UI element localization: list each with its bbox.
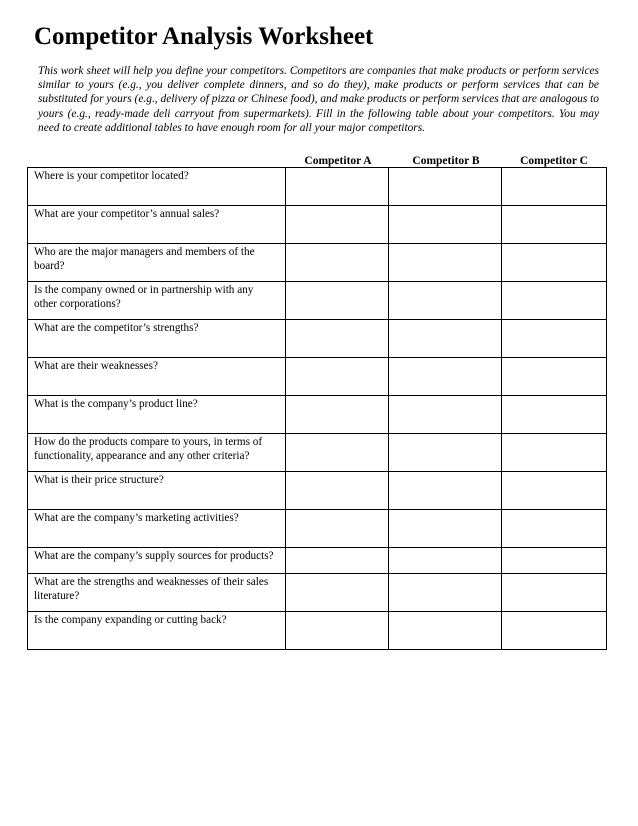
competitor-b-cell[interactable] bbox=[389, 320, 502, 358]
competitor-c-cell[interactable] bbox=[502, 282, 607, 320]
table-row bbox=[28, 320, 607, 358]
table-row bbox=[28, 244, 607, 282]
competitor-a-cell[interactable] bbox=[286, 244, 389, 282]
intro-paragraph: This work sheet will help you define your competitors. Competitors are companies that make products or perform services similar to yours (e.g., you deliver complete dinners, and so do they), make products or perform services that can be substituted for yours (e.g., delivery of pizza or Chinese food), and make products or perform services that are analogous to yours (e.g., ready-made deli carryout from supermarkets). Fill in the following table about your competitors. You may need to create additional tables to have enough room for all your major competitors. bbox=[38, 65, 599, 134]
table-row bbox=[28, 168, 607, 206]
competitor-a-cell[interactable] bbox=[286, 206, 389, 244]
competitor-c-cell[interactable] bbox=[502, 168, 607, 206]
competitor-c-cell[interactable] bbox=[502, 472, 607, 510]
competitor-b-cell[interactable] bbox=[389, 434, 502, 472]
competitor-a-cell[interactable] bbox=[286, 358, 389, 396]
competitor-c-cell[interactable] bbox=[502, 510, 607, 548]
competitor-b-cell[interactable] bbox=[389, 282, 502, 320]
competitor-c-cell[interactable] bbox=[502, 320, 607, 358]
table-row bbox=[28, 510, 607, 548]
competitor-a-cell[interactable] bbox=[286, 168, 389, 206]
question-cell: What are your competitor’s annual sales? bbox=[28, 206, 286, 244]
competitor-a-cell[interactable] bbox=[286, 472, 389, 510]
question-cell: What is their price structure? bbox=[28, 472, 286, 510]
table-row bbox=[28, 434, 607, 472]
column-header-competitor-c: Competitor C bbox=[520, 155, 588, 167]
question-cell: What are the competitor’s strengths? bbox=[28, 320, 286, 358]
question-cell: Who are the major managers and members of the board? bbox=[28, 244, 286, 282]
table-row bbox=[28, 282, 607, 320]
table-row bbox=[28, 206, 607, 244]
table-row bbox=[28, 548, 607, 574]
question-cell: What is the company’s product line? bbox=[28, 396, 286, 434]
table-row bbox=[28, 396, 607, 434]
competitor-b-cell[interactable] bbox=[389, 510, 502, 548]
competitor-a-cell[interactable] bbox=[286, 282, 389, 320]
column-header-competitor-b: Competitor B bbox=[412, 155, 480, 167]
competitor-a-cell[interactable] bbox=[286, 434, 389, 472]
competitor-b-cell[interactable] bbox=[389, 244, 502, 282]
question-cell: What are the strengths and weaknesses of their sales literature? bbox=[28, 574, 286, 612]
competitor-a-cell[interactable] bbox=[286, 574, 389, 612]
table-row bbox=[28, 574, 607, 612]
competitor-a-cell[interactable] bbox=[286, 320, 389, 358]
table-row bbox=[28, 358, 607, 396]
competitor-b-cell[interactable] bbox=[389, 574, 502, 612]
competitor-c-cell[interactable] bbox=[502, 358, 607, 396]
competitor-c-cell[interactable] bbox=[502, 548, 607, 574]
question-cell: What are their weaknesses? bbox=[28, 358, 286, 396]
competitor-b-cell[interactable] bbox=[389, 472, 502, 510]
competitor-b-cell[interactable] bbox=[389, 548, 502, 574]
competitor-a-cell[interactable] bbox=[286, 396, 389, 434]
competitor-b-cell[interactable] bbox=[389, 396, 502, 434]
competitor-c-cell[interactable] bbox=[502, 612, 607, 650]
question-cell: Where is your competitor located? bbox=[28, 168, 286, 206]
question-cell: What are the company’s marketing activities? bbox=[28, 510, 286, 548]
competitor-b-cell[interactable] bbox=[389, 206, 502, 244]
competitor-c-cell[interactable] bbox=[502, 434, 607, 472]
column-header-competitor-a: Competitor A bbox=[304, 155, 372, 167]
competitor-c-cell[interactable] bbox=[502, 244, 607, 282]
competitor-a-cell[interactable] bbox=[286, 548, 389, 574]
question-cell: Is the company owned or in partnership with any other corporations? bbox=[28, 282, 286, 320]
competitor-table bbox=[27, 167, 607, 650]
table-row bbox=[28, 612, 607, 650]
competitor-a-cell[interactable] bbox=[286, 510, 389, 548]
question-cell: How do the products compare to yours, in terms of functionality, appearance and any other criteria? bbox=[28, 434, 286, 472]
question-cell: Is the company expanding or cutting back? bbox=[28, 612, 286, 650]
competitor-c-cell[interactable] bbox=[502, 206, 607, 244]
table-row bbox=[28, 472, 607, 510]
competitor-b-cell[interactable] bbox=[389, 358, 502, 396]
competitor-a-cell[interactable] bbox=[286, 612, 389, 650]
page-title: Competitor Analysis Worksheet bbox=[34, 23, 374, 50]
question-cell: What are the company’s supply sources for products? bbox=[28, 548, 286, 574]
competitor-b-cell[interactable] bbox=[389, 612, 502, 650]
competitor-b-cell[interactable] bbox=[389, 168, 502, 206]
competitor-c-cell[interactable] bbox=[502, 396, 607, 434]
competitor-c-cell[interactable] bbox=[502, 574, 607, 612]
